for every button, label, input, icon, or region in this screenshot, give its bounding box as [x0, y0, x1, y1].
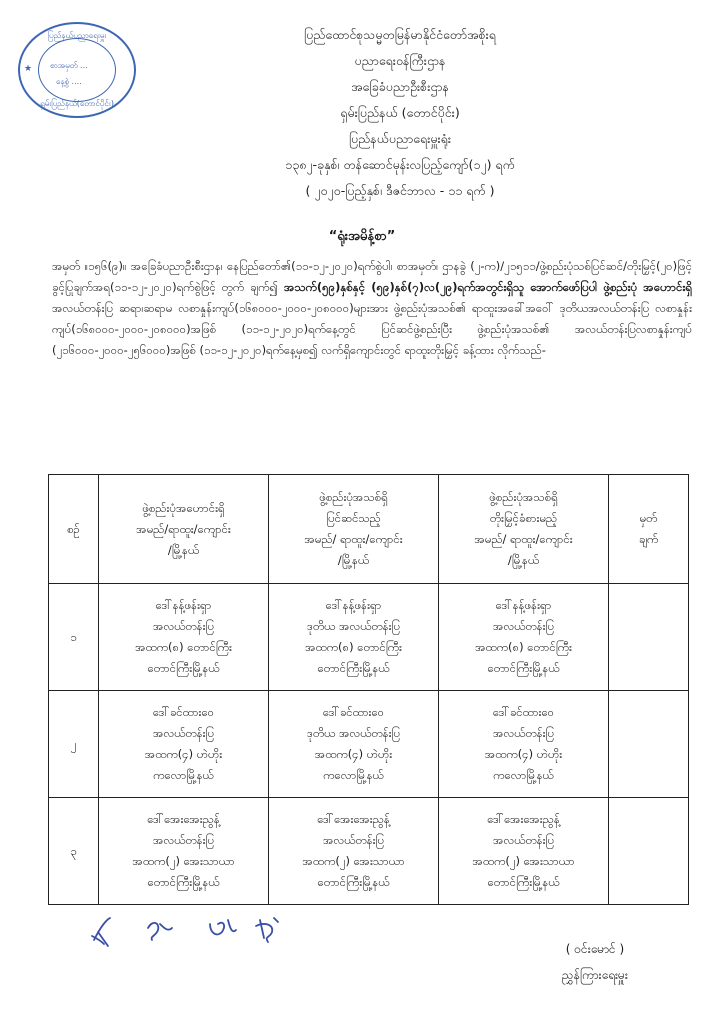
cell-line: တောင်ကြီးမြို့နယ်	[317, 875, 390, 889]
cell-line: ဒေါ်အေးအေးညွန့်	[487, 812, 560, 826]
letterhead-line: ပညာရေးဝန်ကြီးဌာန	[354, 53, 446, 68]
cell-line: အလယ်တန်းပြ	[322, 833, 385, 847]
cell-line: အလယ်တန်းပြ	[492, 726, 555, 740]
table-row	[49, 798, 689, 905]
cell-promoted	[439, 691, 609, 798]
order-body-paragraph	[52, 256, 692, 361]
cell-line: ဒေါ်ခင်ထားဝေ	[152, 705, 215, 719]
signatory-title: ညွှန်ကြားရေးမှူး	[562, 968, 628, 982]
seal-top-text: ပြည်နယ်ပညာရေးမှူး	[47, 31, 107, 40]
header-old-structure	[99, 475, 269, 584]
letterhead-line: ပြည်ထောင်စုသမ္မတမြန်မာနိုင်ငံတော်အစိုးရ	[304, 27, 496, 42]
cell-line: အထက(၄) ဟဲဟိုး	[484, 747, 563, 761]
initials-signatures	[88, 910, 308, 950]
cell-line: အထက(၂) အေးသာယာ	[302, 854, 405, 868]
cell-line: ဒေါ်နန့်ဖန်းရှာ	[155, 598, 212, 612]
table-row	[49, 584, 689, 691]
cell-line: အထက(၂) အေးသာယာ	[472, 854, 575, 868]
cell-line: အထက(၈) တောင်ကြီး	[475, 640, 572, 654]
cell-revised	[269, 691, 439, 798]
letterhead	[160, 22, 640, 204]
header-line: ဖွဲ့စည်းပုံအသစ်ရှိ	[489, 490, 558, 504]
cell-line: တောင်ကြီးမြို့နယ်	[487, 875, 560, 889]
cell-old	[99, 584, 269, 691]
cell-line: ဒေါ်နန့်ဖန်းရှာ	[495, 598, 552, 612]
cell-line: အလယ်တန်းပြ	[492, 619, 555, 633]
cell-line: တောင်ကြီးမြို့နယ်	[487, 661, 560, 675]
cell-serial: ၂	[49, 691, 99, 798]
cell-line: အထက(၂) အေးသာယာ	[132, 854, 235, 868]
cell-line: တောင်ကြီးမြို့နယ်	[147, 661, 220, 675]
cell-line: အထက(၄) ဟဲဟိုး	[144, 747, 223, 761]
handwritten-initials	[88, 910, 308, 950]
body-text-part: အလယ်တန်းပြ ဆရာ၊ဆရာမ လစာနှုန်းကျပ်(၁၆၈၀၀၀-၂၀၀၀-၂၀၈၀၀၀)များအား ဖွဲ့စည်းပုံအသစ်၏ ရာထူးအခေါ်အဝေါ် ဒုတိယအလယ်တန်းပြ လစာနှုန်းကျပ်(၁၆၈၀၀၀-၂၀၀၀-၂၀၈၀၀၀)အဖြစ် (၁၁-၁၂-၂၀၂၀)ရက်နေ့တွင် ပြင်ဆင်ဖွဲ့စည်းပြီး ဖွဲ့စည်းပုံအသစ်၏ အလယ်တန်းပြလစာနှုန်းကျပ် (၂၁၆၀၀၀-၂၀၀၀-၂၅၆၀၀၀)အဖြစ် (၁၁-၁၂-၂၀၂၀)ရက်နေ့မှစ၍ လက်ရှိကျောင်းတွင် ရာထူးတိုးမြှင့် ခန့်ထား လိုက်သည်-	[52, 301, 692, 357]
cell-line: ဒုတိယ အလယ်တန်းပြ	[306, 619, 401, 633]
cell-line: အလယ်တန်းပြ	[492, 833, 555, 847]
header-line: အမည်/ ရာထူး/ကျောင်း	[304, 532, 403, 546]
header-line: တိုးမြှင့်ခံစားမည့်	[489, 511, 558, 525]
header-line: ပြင်ဆင်သည့်	[326, 511, 381, 525]
cell-line: ကလောမြို့နယ်	[153, 768, 214, 782]
header-line: စဉ်	[67, 521, 80, 536]
seal-bottom-text: ရှမ်းပြည်နယ်(တောင်ပိုင်း)	[40, 99, 114, 108]
cell-line: ဒေါ်ခင်ထားဝေ	[322, 705, 385, 719]
header-revised-structure	[269, 475, 439, 584]
cell-line: အထက(၈) တောင်ကြီး	[135, 640, 232, 654]
table-row	[49, 691, 689, 798]
cell-line: ဒေါ်ခင်ထားဝေ	[492, 705, 555, 719]
header-line: ဖွဲ့စည်းပုံအသစ်ရှိ	[319, 490, 388, 504]
header-remarks	[609, 475, 689, 584]
cell-line: ကလောမြို့နယ်	[493, 768, 554, 782]
letterhead-date-line: ( ၂၀၂၀-ပြည့်နှစ်၊ ဒီဇင်ဘာလ - ၁၁ ရက် )	[305, 183, 495, 198]
cell-line: အလယ်တန်းပြ	[152, 833, 215, 847]
cell-line: အလယ်တန်းပြ	[152, 619, 215, 633]
header-line: ဖွဲ့စည်းပုံအဟောင်းရှိ	[142, 500, 225, 515]
signatory-block	[520, 936, 670, 988]
cell-old	[99, 798, 269, 905]
body-text-part: အမှတ် ။၁၅၆(၉)။ အခြေခံပညာဦးစီးဌာန၊ နေပြည်တော်၏(၁၁-၁၂-၂၀၂၀)ရက်စွဲပါ၊ စာအမှတ်၊ ဌာနခွဲ (၂-က)/၂၁၅၁၁/ဖွဲ့စည်းပုံသစ်ပြင်ဆင်/တိုးမြှင့်(၂၀)ဖြင့် ခွင့်ပြုချက်အရ(၁၁-၁၂-၂၀၂၀)ရက်စွဲဖြင့် တွက် ချက်၍	[52, 259, 692, 294]
table-header-row	[49, 475, 689, 584]
header-line: အမည်/ရာထူး/ကျောင်း	[136, 521, 231, 536]
cell-serial: ၁	[49, 584, 99, 691]
signatory-name: ( ဝင်းမောင် )	[565, 942, 625, 956]
header-line: အမည်/ ရာထူး/ကျောင်း	[474, 532, 573, 546]
header-line: /မြို့နယ်	[167, 542, 200, 557]
cell-promoted	[439, 798, 609, 905]
cell-old	[99, 691, 269, 798]
header-serial	[49, 475, 99, 584]
cell-line: ဒေါ်အေးအေးညွန့်	[147, 812, 220, 826]
cell-remark	[609, 691, 689, 798]
cell-serial: ၃	[49, 798, 99, 905]
cell-line: တောင်ကြီးမြို့နယ်	[147, 875, 220, 889]
body-text-bold: အသက်(၅၉)နှစ်နှင့် (၅၉)နှစ်(၇)လ(၂၉)ရက်အတွင်းရှိသူ အောက်ဖော်ပြပါ ဖွဲ့စည်းပုံ အဟောင်းရှိ	[283, 280, 692, 294]
cell-remark	[609, 584, 689, 691]
office-seal-stamp	[18, 22, 136, 118]
cell-revised	[269, 584, 439, 691]
header-line: ချက်	[638, 532, 659, 546]
cell-promoted	[439, 584, 609, 691]
seal-date-line: နေ့စွဲ ....	[56, 77, 82, 86]
document-subject: “ရုံးအမိန့်စာ”	[328, 229, 396, 244]
cell-line: အထက(၄) ဟဲဟိုး	[314, 747, 393, 761]
cell-line: အလယ်တန်းပြ	[152, 726, 215, 740]
letterhead-line: အခြေခံပညာဦးစီးဌာန	[351, 79, 449, 94]
cell-revised	[269, 798, 439, 905]
header-line: မှတ်	[639, 511, 658, 525]
header-line: /မြို့နယ်	[337, 553, 370, 567]
letterhead-date-line: ၁၃၈၂-ခုနှစ်၊ တန်ဆောင်မုန်းလပြည့်ကျော်(၁၂) ရက်	[285, 157, 515, 172]
star-icon: ★	[24, 64, 33, 74]
cell-line: ကလောမြို့နယ်	[323, 768, 384, 782]
cell-line: တောင်ကြီးမြို့နယ်	[317, 661, 390, 675]
header-line: /မြို့နယ်	[507, 553, 540, 567]
cell-line: ဒေါ်နန့်ဖန်းရှာ	[325, 598, 382, 612]
letterhead-line: ရှမ်းပြည်နယ် (တောင်ပိုင်း)	[340, 105, 460, 120]
cell-line: ဒေါ်အေးအေးညွန့်	[317, 812, 390, 826]
cell-line: ဒုတိယ အလယ်တန်းပြ	[306, 726, 401, 740]
cell-remark	[609, 798, 689, 905]
header-promoted-structure	[439, 475, 609, 584]
cell-line: အထက(၈) တောင်ကြီး	[305, 640, 402, 654]
promotion-table	[48, 474, 689, 905]
letterhead-line: ပြည်နယ်ပညာရေးမှူးရုံး	[348, 131, 452, 146]
seal-ref-line: စာအမှတ် ...	[50, 61, 88, 70]
